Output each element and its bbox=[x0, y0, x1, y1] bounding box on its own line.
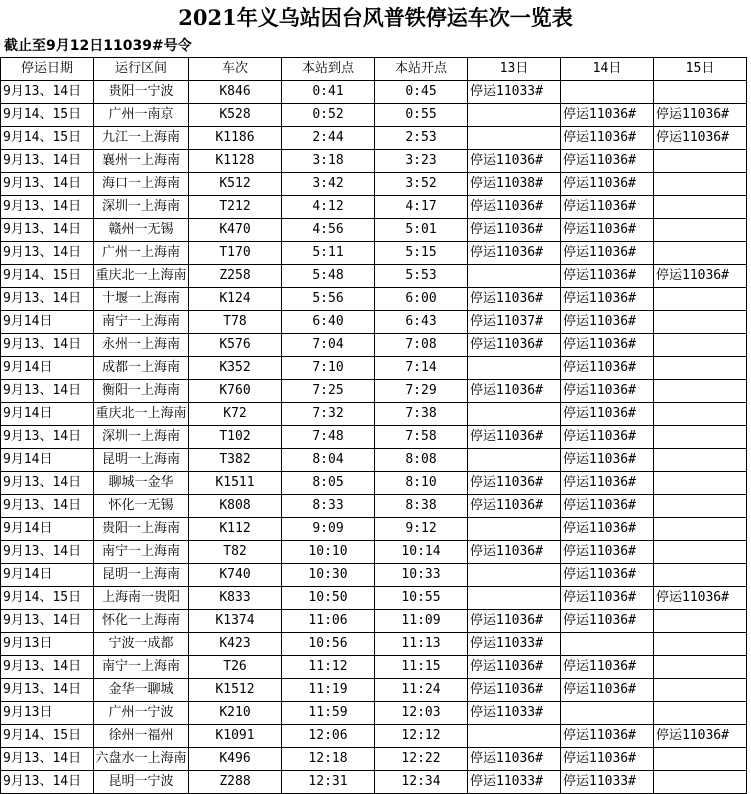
day-14-cell[interactable]: 停运11036# bbox=[561, 242, 654, 265]
day-13-cell[interactable] bbox=[468, 725, 561, 748]
table-row bbox=[1, 679, 747, 702]
departure-cell[interactable]: 4:17 bbox=[375, 196, 468, 219]
table-row bbox=[1, 564, 747, 587]
train-number-cell[interactable]: K846 bbox=[189, 81, 282, 104]
route-cell[interactable]: 十堰一上海南 bbox=[94, 288, 189, 311]
table-row bbox=[1, 426, 747, 449]
route-cell[interactable]: 金华一聊城 bbox=[94, 679, 189, 702]
stop-date-cell[interactable]: 9月13、14日 bbox=[1, 656, 94, 679]
day-13-cell[interactable]: 停运11036# bbox=[468, 472, 561, 495]
day-15-cell[interactable] bbox=[654, 633, 747, 656]
day-14-cell[interactable]: 停运11036# bbox=[561, 472, 654, 495]
arrival-cell[interactable]: 8:04 bbox=[282, 449, 375, 472]
departure-cell[interactable]: 10:55 bbox=[375, 587, 468, 610]
day-14-cell[interactable]: 停运11036# bbox=[561, 265, 654, 288]
train-number-cell[interactable]: K1374 bbox=[189, 610, 282, 633]
day-14-cell[interactable]: 停运11033# bbox=[561, 771, 654, 794]
day-14-cell[interactable]: 停运11036# bbox=[561, 150, 654, 173]
route-cell[interactable]: 广州一南京 bbox=[94, 104, 189, 127]
arrival-cell[interactable]: 11:19 bbox=[282, 679, 375, 702]
table-row bbox=[1, 150, 747, 173]
sheet-title: 2021年义乌站因台风普铁停运车次一览表 bbox=[178, 5, 573, 30]
day-15-cell[interactable] bbox=[654, 702, 747, 725]
route-cell[interactable]: 重庆北一上海南 bbox=[94, 403, 189, 426]
day-14-cell[interactable]: 停运11036# bbox=[561, 219, 654, 242]
day-13-cell[interactable]: 停运11036# bbox=[468, 426, 561, 449]
departure-cell[interactable]: 11:09 bbox=[375, 610, 468, 633]
day-15-cell[interactable] bbox=[654, 150, 747, 173]
train-number-cell[interactable]: Z258 bbox=[189, 265, 282, 288]
route-cell[interactable]: 广州一宁波 bbox=[94, 702, 189, 725]
train-number-cell[interactable]: K112 bbox=[189, 518, 282, 541]
departure-cell[interactable]: 5:01 bbox=[375, 219, 468, 242]
stop-date-cell[interactable]: 9月13、14日 bbox=[1, 679, 94, 702]
table-row bbox=[1, 541, 747, 564]
stop-date-cell[interactable]: 9月13、14日 bbox=[1, 334, 94, 357]
departure-cell[interactable]: 12:34 bbox=[375, 771, 468, 794]
table-row bbox=[1, 518, 747, 541]
train-number-cell[interactable]: K72 bbox=[189, 403, 282, 426]
arrival-cell[interactable]: 2:44 bbox=[282, 127, 375, 150]
stop-date-cell[interactable]: 9月14、15日 bbox=[1, 104, 94, 127]
departure-cell[interactable]: 0:55 bbox=[375, 104, 468, 127]
arrival-cell[interactable]: 7:25 bbox=[282, 380, 375, 403]
train-number-cell[interactable]: K423 bbox=[189, 633, 282, 656]
sheet-subtitle: 截止至9月12日11039#号令 bbox=[4, 38, 192, 54]
table-row bbox=[1, 104, 747, 127]
departure-cell[interactable]: 12:03 bbox=[375, 702, 468, 725]
stop-date-cell[interactable]: 9月13日 bbox=[1, 633, 94, 656]
route-cell[interactable]: 昆明一宁波 bbox=[94, 771, 189, 794]
stop-date-cell[interactable]: 9月14日 bbox=[1, 357, 94, 380]
stop-date-cell[interactable]: 9月13、14日 bbox=[1, 380, 94, 403]
day-14-cell[interactable]: 停运11036# bbox=[561, 104, 654, 127]
header-row bbox=[1, 58, 747, 81]
train-number-cell[interactable]: K1128 bbox=[189, 150, 282, 173]
day-13-cell[interactable]: 停运11033# bbox=[468, 702, 561, 725]
arrival-cell[interactable]: 9:09 bbox=[282, 518, 375, 541]
route-cell[interactable]: 贵阳一上海南 bbox=[94, 518, 189, 541]
day-15-cell[interactable] bbox=[654, 472, 747, 495]
day-14-cell[interactable]: 停运11036# bbox=[561, 173, 654, 196]
header-cell-route[interactable]: 运行区间 bbox=[94, 58, 189, 81]
table-row bbox=[1, 633, 747, 656]
stop-date-cell[interactable]: 9月14日 bbox=[1, 311, 94, 334]
departure-cell[interactable]: 9:12 bbox=[375, 518, 468, 541]
departure-cell[interactable]: 5:15 bbox=[375, 242, 468, 265]
day-14-cell[interactable]: 停运11036# bbox=[561, 541, 654, 564]
stop-date-cell[interactable]: 9月13、14日 bbox=[1, 495, 94, 518]
day-14-cell[interactable]: 停运11036# bbox=[561, 426, 654, 449]
day-14-cell[interactable]: 停运11036# bbox=[561, 587, 654, 610]
stop-date-cell[interactable]: 9月14、15日 bbox=[1, 127, 94, 150]
train-number-cell[interactable]: T212 bbox=[189, 196, 282, 219]
day-13-cell[interactable]: 停运11036# bbox=[468, 288, 561, 311]
arrival-cell[interactable]: 6:40 bbox=[282, 311, 375, 334]
train-number-cell[interactable]: K1186 bbox=[189, 127, 282, 150]
day-15-cell[interactable] bbox=[654, 403, 747, 426]
day-13-cell[interactable]: 停运11033# bbox=[468, 771, 561, 794]
day-14-cell[interactable]: 停运11036# bbox=[561, 495, 654, 518]
header-cell-departure[interactable]: 本站开点 bbox=[375, 58, 468, 81]
train-number-cell[interactable]: K352 bbox=[189, 357, 282, 380]
table-row bbox=[1, 334, 747, 357]
header-cell-day-13[interactable]: 13日 bbox=[468, 58, 561, 81]
day-14-cell[interactable] bbox=[561, 633, 654, 656]
arrival-cell[interactable]: 8:05 bbox=[282, 472, 375, 495]
table-row bbox=[1, 127, 747, 150]
suspension-table bbox=[0, 57, 747, 794]
table-row bbox=[1, 449, 747, 472]
stop-date-cell[interactable]: 9月13、14日 bbox=[1, 173, 94, 196]
departure-cell[interactable]: 7:58 bbox=[375, 426, 468, 449]
stop-date-cell[interactable]: 9月14日 bbox=[1, 518, 94, 541]
arrival-cell[interactable]: 7:48 bbox=[282, 426, 375, 449]
day-15-cell[interactable]: 停运11036# bbox=[654, 587, 747, 610]
table-row bbox=[1, 656, 747, 679]
day-14-cell[interactable]: 停运11036# bbox=[561, 725, 654, 748]
header-cell-stop-date[interactable]: 停运日期 bbox=[1, 58, 94, 81]
day-13-cell[interactable]: 停运11036# bbox=[468, 150, 561, 173]
day-15-cell[interactable] bbox=[654, 679, 747, 702]
departure-cell[interactable]: 10:33 bbox=[375, 564, 468, 587]
table-row bbox=[1, 610, 747, 633]
day-13-cell[interactable] bbox=[468, 357, 561, 380]
table-row bbox=[1, 288, 747, 311]
day-14-cell[interactable]: 停运11036# bbox=[561, 449, 654, 472]
stop-date-cell[interactable]: 9月14、15日 bbox=[1, 725, 94, 748]
day-15-cell[interactable] bbox=[654, 173, 747, 196]
departure-cell[interactable]: 7:14 bbox=[375, 357, 468, 380]
stop-date-cell[interactable]: 9月13、14日 bbox=[1, 426, 94, 449]
arrival-cell[interactable]: 4:12 bbox=[282, 196, 375, 219]
route-cell[interactable]: 怀化一无锡 bbox=[94, 495, 189, 518]
stop-date-cell[interactable]: 9月13、14日 bbox=[1, 748, 94, 771]
train-number-cell[interactable]: K1512 bbox=[189, 679, 282, 702]
table-row bbox=[1, 81, 747, 104]
route-cell[interactable]: 海口一上海南 bbox=[94, 173, 189, 196]
train-number-cell[interactable]: K496 bbox=[189, 748, 282, 771]
route-cell[interactable]: 南宁一上海南 bbox=[94, 541, 189, 564]
train-number-cell[interactable]: T102 bbox=[189, 426, 282, 449]
route-cell[interactable]: 徐州一福州 bbox=[94, 725, 189, 748]
departure-cell[interactable]: 2:53 bbox=[375, 127, 468, 150]
day-15-cell[interactable] bbox=[654, 426, 747, 449]
route-cell[interactable]: 南宁一上海南 bbox=[94, 311, 189, 334]
train-number-cell[interactable]: K210 bbox=[189, 702, 282, 725]
route-cell[interactable]: 衡阳一上海南 bbox=[94, 380, 189, 403]
route-cell[interactable]: 怀化一上海南 bbox=[94, 610, 189, 633]
route-cell[interactable]: 深圳一上海南 bbox=[94, 196, 189, 219]
route-cell[interactable]: 重庆北一上海南 bbox=[94, 265, 189, 288]
day-13-cell[interactable]: 停运11036# bbox=[468, 495, 561, 518]
stop-date-cell[interactable]: 9月13、14日 bbox=[1, 219, 94, 242]
arrival-cell[interactable]: 12:31 bbox=[282, 771, 375, 794]
departure-cell[interactable]: 0:45 bbox=[375, 81, 468, 104]
arrival-cell[interactable]: 12:06 bbox=[282, 725, 375, 748]
day-15-cell[interactable] bbox=[654, 564, 747, 587]
day-13-cell[interactable]: 停运11036# bbox=[468, 679, 561, 702]
train-number-cell[interactable]: T26 bbox=[189, 656, 282, 679]
day-15-cell[interactable] bbox=[654, 656, 747, 679]
arrival-cell[interactable]: 8:33 bbox=[282, 495, 375, 518]
day-13-cell[interactable]: 停运11036# bbox=[468, 196, 561, 219]
day-15-cell[interactable]: 停运11036# bbox=[654, 104, 747, 127]
day-15-cell[interactable] bbox=[654, 288, 747, 311]
day-14-cell[interactable]: 停运11036# bbox=[561, 679, 654, 702]
table-row bbox=[1, 587, 747, 610]
day-15-cell[interactable] bbox=[654, 518, 747, 541]
departure-cell[interactable]: 11:15 bbox=[375, 656, 468, 679]
arrival-cell[interactable]: 4:56 bbox=[282, 219, 375, 242]
departure-cell[interactable]: 8:10 bbox=[375, 472, 468, 495]
day-15-cell[interactable] bbox=[654, 495, 747, 518]
route-cell[interactable]: 昆明一上海南 bbox=[94, 449, 189, 472]
departure-cell[interactable]: 6:43 bbox=[375, 311, 468, 334]
route-cell[interactable]: 九江一上海南 bbox=[94, 127, 189, 150]
day-13-cell[interactable] bbox=[468, 587, 561, 610]
table-row bbox=[1, 311, 747, 334]
arrival-cell[interactable]: 7:32 bbox=[282, 403, 375, 426]
train-number-cell[interactable]: K124 bbox=[189, 288, 282, 311]
stop-date-cell[interactable]: 9月13、14日 bbox=[1, 150, 94, 173]
departure-cell[interactable]: 7:38 bbox=[375, 403, 468, 426]
header-cell-arrival[interactable]: 本站到点 bbox=[282, 58, 375, 81]
train-number-cell[interactable]: K512 bbox=[189, 173, 282, 196]
train-number-cell[interactable]: K760 bbox=[189, 380, 282, 403]
train-number-cell[interactable]: K528 bbox=[189, 104, 282, 127]
train-number-cell[interactable]: T82 bbox=[189, 541, 282, 564]
train-number-cell[interactable]: K1511 bbox=[189, 472, 282, 495]
departure-cell[interactable]: 12:22 bbox=[375, 748, 468, 771]
stop-date-cell[interactable]: 9月14日 bbox=[1, 403, 94, 426]
arrival-cell[interactable]: 0:41 bbox=[282, 81, 375, 104]
arrival-cell[interactable]: 11:59 bbox=[282, 702, 375, 725]
day-13-cell[interactable]: 停运11033# bbox=[468, 81, 561, 104]
table-row bbox=[1, 748, 747, 771]
route-cell[interactable]: 永州一上海南 bbox=[94, 334, 189, 357]
arrival-cell[interactable]: 7:04 bbox=[282, 334, 375, 357]
table-row bbox=[1, 265, 747, 288]
route-cell[interactable]: 深圳一上海南 bbox=[94, 426, 189, 449]
table-row bbox=[1, 242, 747, 265]
day-14-cell[interactable]: 停运11036# bbox=[561, 334, 654, 357]
train-number-cell[interactable]: K1091 bbox=[189, 725, 282, 748]
table-row bbox=[1, 403, 747, 426]
arrival-cell[interactable]: 12:18 bbox=[282, 748, 375, 771]
train-number-cell[interactable]: T170 bbox=[189, 242, 282, 265]
table-row bbox=[1, 380, 747, 403]
stop-date-cell[interactable]: 9月13、14日 bbox=[1, 472, 94, 495]
route-cell[interactable]: 贵阳一宁波 bbox=[94, 81, 189, 104]
day-13-cell[interactable] bbox=[468, 518, 561, 541]
stop-date-cell[interactable]: 9月13、14日 bbox=[1, 541, 94, 564]
day-15-cell[interactable] bbox=[654, 357, 747, 380]
day-15-cell[interactable] bbox=[654, 81, 747, 104]
arrival-cell[interactable]: 5:56 bbox=[282, 288, 375, 311]
train-number-cell[interactable]: T382 bbox=[189, 449, 282, 472]
arrival-cell[interactable]: 11:06 bbox=[282, 610, 375, 633]
day-15-cell[interactable]: 停运11036# bbox=[654, 725, 747, 748]
day-14-cell[interactable]: 停运11036# bbox=[561, 288, 654, 311]
train-number-cell[interactable]: K740 bbox=[189, 564, 282, 587]
day-13-cell[interactable] bbox=[468, 449, 561, 472]
day-13-cell[interactable]: 停运11036# bbox=[468, 219, 561, 242]
day-14-cell[interactable]: 停运11036# bbox=[561, 564, 654, 587]
departure-cell[interactable]: 5:53 bbox=[375, 265, 468, 288]
stop-date-cell[interactable]: 9月13、14日 bbox=[1, 610, 94, 633]
route-cell[interactable]: 广州一上海南 bbox=[94, 242, 189, 265]
day-13-cell[interactable]: 停运11037# bbox=[468, 311, 561, 334]
day-15-cell[interactable] bbox=[654, 748, 747, 771]
arrival-cell[interactable]: 11:12 bbox=[282, 656, 375, 679]
departure-cell[interactable]: 3:52 bbox=[375, 173, 468, 196]
route-cell[interactable]: 南宁一上海南 bbox=[94, 656, 189, 679]
day-13-cell[interactable]: 停运11036# bbox=[468, 610, 561, 633]
day-14-cell[interactable]: 停运11036# bbox=[561, 518, 654, 541]
stop-date-cell[interactable]: 9月13、14日 bbox=[1, 288, 94, 311]
day-13-cell[interactable]: 停运11036# bbox=[468, 656, 561, 679]
table-row bbox=[1, 196, 747, 219]
train-number-cell[interactable]: K470 bbox=[189, 219, 282, 242]
table-row bbox=[1, 219, 747, 242]
day-13-cell[interactable]: 停运11036# bbox=[468, 334, 561, 357]
table-row bbox=[1, 702, 747, 725]
departure-cell[interactable]: 6:00 bbox=[375, 288, 468, 311]
day-13-cell[interactable]: 停运11036# bbox=[468, 748, 561, 771]
route-cell[interactable]: 成都一上海南 bbox=[94, 357, 189, 380]
day-15-cell[interactable] bbox=[654, 219, 747, 242]
stop-date-cell[interactable]: 9月14日 bbox=[1, 564, 94, 587]
table-row bbox=[1, 495, 747, 518]
departure-cell[interactable]: 12:12 bbox=[375, 725, 468, 748]
table-row bbox=[1, 771, 747, 794]
route-cell[interactable]: 聊城一金华 bbox=[94, 472, 189, 495]
day-15-cell[interactable] bbox=[654, 334, 747, 357]
stop-date-cell[interactable]: 9月14、15日 bbox=[1, 587, 94, 610]
day-14-cell[interactable]: 停运11036# bbox=[561, 357, 654, 380]
departure-cell[interactable]: 11:24 bbox=[375, 679, 468, 702]
day-13-cell[interactable] bbox=[468, 104, 561, 127]
route-cell[interactable]: 六盘水一上海南 bbox=[94, 748, 189, 771]
route-cell[interactable]: 宁波一成都 bbox=[94, 633, 189, 656]
arrival-cell[interactable]: 10:10 bbox=[282, 541, 375, 564]
day-13-cell[interactable] bbox=[468, 564, 561, 587]
departure-cell[interactable]: 11:13 bbox=[375, 633, 468, 656]
arrival-cell[interactable]: 10:50 bbox=[282, 587, 375, 610]
stop-date-cell[interactable]: 9月14、15日 bbox=[1, 265, 94, 288]
arrival-cell[interactable]: 3:18 bbox=[282, 150, 375, 173]
day-15-cell[interactable] bbox=[654, 610, 747, 633]
route-cell[interactable]: 赣州一无锡 bbox=[94, 219, 189, 242]
train-number-cell[interactable]: K808 bbox=[189, 495, 282, 518]
stop-date-cell[interactable]: 9月13、14日 bbox=[1, 81, 94, 104]
stop-date-cell[interactable]: 9月13、14日 bbox=[1, 771, 94, 794]
departure-cell[interactable]: 7:29 bbox=[375, 380, 468, 403]
departure-cell[interactable]: 10:14 bbox=[375, 541, 468, 564]
route-cell[interactable]: 襄州一上海南 bbox=[94, 150, 189, 173]
table-row bbox=[1, 725, 747, 748]
day-15-cell[interactable] bbox=[654, 311, 747, 334]
stop-date-cell[interactable]: 9月13、14日 bbox=[1, 196, 94, 219]
header-cell-day-15[interactable]: 15日 bbox=[654, 58, 747, 81]
departure-cell[interactable]: 8:38 bbox=[375, 495, 468, 518]
day-14-cell[interactable]: 停运11036# bbox=[561, 656, 654, 679]
day-13-cell[interactable]: 停运11036# bbox=[468, 541, 561, 564]
day-15-cell[interactable] bbox=[654, 380, 747, 403]
day-13-cell[interactable] bbox=[468, 403, 561, 426]
train-number-cell[interactable]: K833 bbox=[189, 587, 282, 610]
route-cell[interactable]: 上海南一贵阳 bbox=[94, 587, 189, 610]
day-14-cell[interactable]: 停运11036# bbox=[561, 748, 654, 771]
arrival-cell[interactable]: 10:30 bbox=[282, 564, 375, 587]
day-14-cell[interactable]: 停运11036# bbox=[561, 403, 654, 426]
stop-date-cell[interactable]: 9月13日 bbox=[1, 702, 94, 725]
day-15-cell[interactable]: 停运11036# bbox=[654, 265, 747, 288]
day-13-cell[interactable]: 停运11038# bbox=[468, 173, 561, 196]
route-cell[interactable]: 昆明一上海南 bbox=[94, 564, 189, 587]
day-15-cell[interactable] bbox=[654, 196, 747, 219]
table-row bbox=[1, 173, 747, 196]
departure-cell[interactable]: 7:08 bbox=[375, 334, 468, 357]
day-14-cell[interactable]: 停运11036# bbox=[561, 311, 654, 334]
stop-date-cell[interactable]: 9月13、14日 bbox=[1, 242, 94, 265]
day-13-cell[interactable] bbox=[468, 127, 561, 150]
stop-date-cell[interactable]: 9月14日 bbox=[1, 449, 94, 472]
day-15-cell[interactable] bbox=[654, 771, 747, 794]
header-cell-day-14[interactable]: 14日 bbox=[561, 58, 654, 81]
day-15-cell[interactable] bbox=[654, 541, 747, 564]
day-13-cell[interactable]: 停运11033# bbox=[468, 633, 561, 656]
day-13-cell[interactable] bbox=[468, 265, 561, 288]
arrival-cell[interactable]: 3:42 bbox=[282, 173, 375, 196]
arrival-cell[interactable]: 7:10 bbox=[282, 357, 375, 380]
day-13-cell[interactable]: 停运11036# bbox=[468, 242, 561, 265]
header-cell-train-number[interactable]: 车次 bbox=[189, 58, 282, 81]
arrival-cell[interactable]: 5:11 bbox=[282, 242, 375, 265]
day-14-cell[interactable] bbox=[561, 81, 654, 104]
departure-cell[interactable]: 8:08 bbox=[375, 449, 468, 472]
day-15-cell[interactable] bbox=[654, 242, 747, 265]
table-row bbox=[1, 472, 747, 495]
day-14-cell[interactable]: 停运11036# bbox=[561, 196, 654, 219]
arrival-cell[interactable]: 0:52 bbox=[282, 104, 375, 127]
arrival-cell[interactable]: 10:56 bbox=[282, 633, 375, 656]
day-15-cell[interactable]: 停运11036# bbox=[654, 127, 747, 150]
day-14-cell[interactable]: 停运11036# bbox=[561, 127, 654, 150]
train-number-cell[interactable]: K576 bbox=[189, 334, 282, 357]
train-number-cell[interactable]: Z288 bbox=[189, 771, 282, 794]
arrival-cell[interactable]: 5:48 bbox=[282, 265, 375, 288]
table-row bbox=[1, 357, 747, 380]
departure-cell[interactable]: 3:23 bbox=[375, 150, 468, 173]
day-14-cell[interactable] bbox=[561, 702, 654, 725]
day-13-cell[interactable]: 停运11036# bbox=[468, 380, 561, 403]
day-14-cell[interactable]: 停运11036# bbox=[561, 610, 654, 633]
train-number-cell[interactable]: T78 bbox=[189, 311, 282, 334]
day-15-cell[interactable] bbox=[654, 449, 747, 472]
day-14-cell[interactable]: 停运11036# bbox=[561, 380, 654, 403]
